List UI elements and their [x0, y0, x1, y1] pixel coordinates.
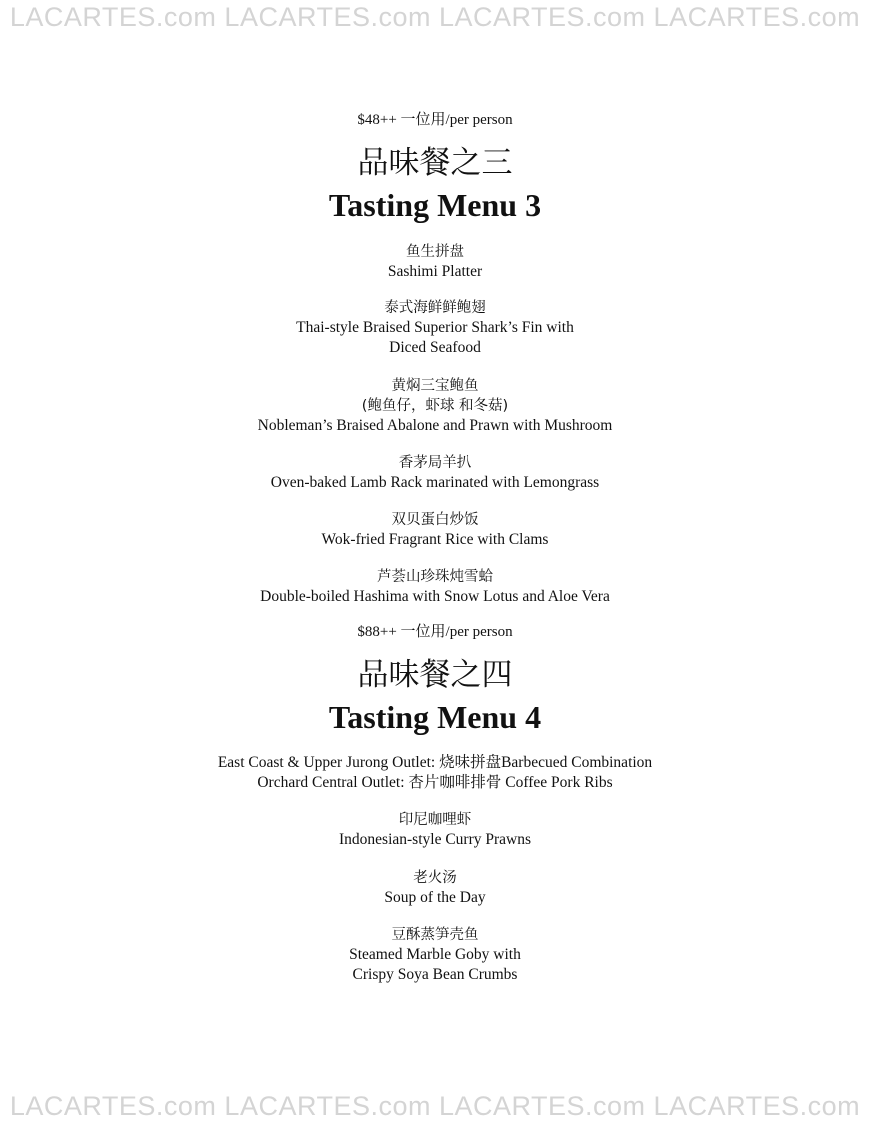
menu3-dish-2 [0, 298, 870, 358]
dish-name-en: Oven-baked Lamb Rack marinated with Lemongrass [270, 474, 600, 491]
menu3-dish-4 [0, 453, 870, 493]
outlet-line-1: East Coast & Upper Jurong Outlet: 烧味拼盘Barbecued Combination [217, 754, 653, 771]
menu4-price: $88++ 一位用/per person [357, 624, 513, 640]
watermark-bottom: LACARTES.com LACARTES.com LACARTES.com LACARTES.com [9, 1091, 861, 1121]
menu4-dish-1 [0, 810, 870, 850]
menu3-dish-3 [0, 376, 870, 436]
dish-name-en: Wok-fried Fragrant Rice with Clams [321, 531, 549, 548]
dish-name-cn: 芦荟山珍珠炖雪蛤 [377, 569, 493, 585]
menu3-price: $48++ 一位用/per person [357, 112, 513, 128]
dish-name-cn: 豆酥蒸笋壳鱼 [391, 927, 479, 943]
menu3-dish-5 [0, 510, 870, 550]
menu4-outlets [0, 753, 870, 793]
dish-name-en: Steamed Marble Goby with [349, 946, 521, 963]
dish-name-en: Double-boiled Hashima with Snow Lotus and Aloe Vera [260, 588, 610, 605]
dish-name-cn: 鱼生拼盘 [406, 244, 464, 260]
dish-name-cn: 印尼咖哩虾 [398, 812, 472, 828]
watermark-top: LACARTES.com LACARTES.com LACARTES.com LACARTES.com [9, 2, 861, 32]
dish-name-cn-line2: (鲍鱼仔，虾球 和冬菇) [361, 398, 509, 414]
dish-name-en: Soup of the Day [384, 889, 486, 906]
menu3-dish-1 [0, 242, 870, 282]
dish-name-en-line2: Crispy Soya Bean Crumbs [352, 966, 518, 983]
dish-name-en: Indonesian-style Curry Prawns [339, 831, 531, 848]
dish-name-en: Sashimi Platter [387, 263, 483, 280]
menu4-title-cn: 品味餐之四 [357, 657, 513, 693]
dish-name-en-line2: Diced Seafood [389, 339, 481, 356]
dish-name-cn: 泰式海鲜鲜鲍翅 [384, 300, 486, 316]
dish-name-en: Thai-style Braised Superior Shark’s Fin with [296, 319, 574, 336]
menu4-dish-2 [0, 868, 870, 908]
menu3-title-en: Tasting Menu 3 [328, 187, 542, 223]
dish-name-cn: 双贝蛋白炒饭 [391, 512, 479, 528]
dish-name-en: Nobleman’s Braised Abalone and Prawn with Mushroom [257, 417, 613, 434]
menu3-title-cn: 品味餐之三 [357, 145, 513, 181]
menu4-dish-3 [0, 925, 870, 985]
dish-name-cn: 香茅局羊扒 [398, 455, 472, 471]
outlet-line-2: Orchard Central Outlet: 杏片咖啡排骨 Coffee Pork Ribs [257, 774, 613, 791]
dish-name-cn: 老火汤 [413, 870, 457, 886]
menu4-title-en: Tasting Menu 4 [328, 699, 542, 735]
menu3-dish-6 [0, 567, 870, 607]
dish-name-cn: 黄焖三宝鲍鱼 [391, 378, 479, 394]
